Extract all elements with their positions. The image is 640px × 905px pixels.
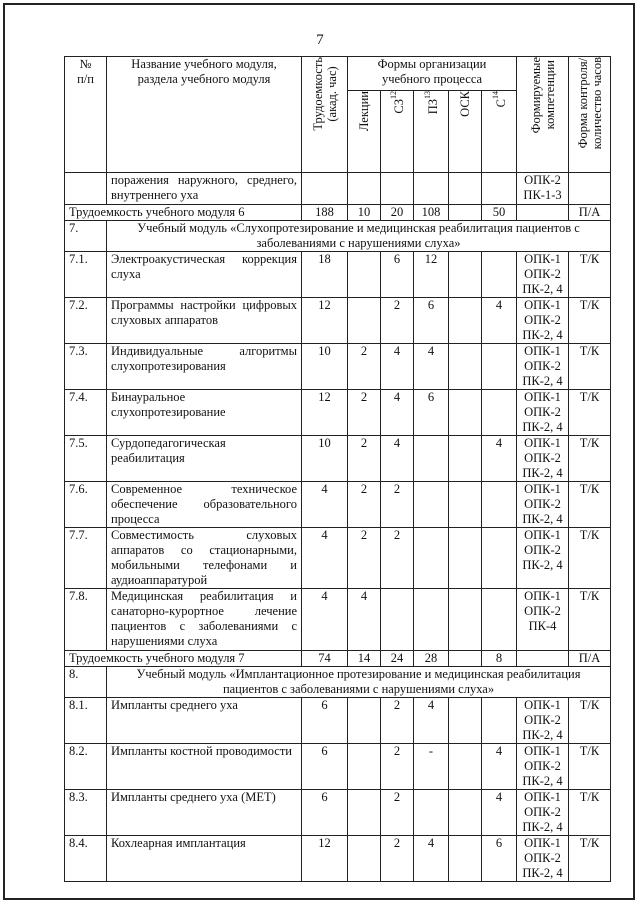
cell-osk: [449, 205, 482, 221]
cell-pz: [414, 436, 449, 482]
cell-s: [482, 589, 517, 651]
cell-s: [482, 173, 517, 205]
cell-sz: 6: [381, 252, 414, 298]
cell-s: [482, 252, 517, 298]
col-s-header: $С^{14}$: [482, 91, 517, 173]
cell-control: П/А: [569, 651, 611, 667]
table-row: [65, 482, 611, 528]
col-forms-header: Формы организации учебного процесса: [348, 57, 517, 91]
cell-osk: [449, 528, 482, 589]
cell-name: Электроакустическая коррекция слуха: [107, 252, 302, 298]
cell-lect: 14: [348, 651, 381, 667]
table-header: [65, 57, 611, 173]
cell-s: 50: [482, 205, 517, 221]
cell-labor: 10: [302, 436, 348, 482]
cell-name: Кохлеарная имплантация: [107, 836, 302, 882]
cell-pz: 4: [414, 344, 449, 390]
cell-control: Т/К: [569, 390, 611, 436]
module-header-row: [65, 667, 611, 698]
cell-labor: 6: [302, 744, 348, 790]
cell-osk: [449, 651, 482, 667]
cell-lect: 10: [348, 205, 381, 221]
cell-sz: 2: [381, 482, 414, 528]
cell-labor: 4: [302, 528, 348, 589]
cell-name: Программы настройки цифровых слуховых аппаратов: [107, 298, 302, 344]
cell-control: Т/К: [569, 790, 611, 836]
table-row: [65, 298, 611, 344]
col-sz-header: СЗ$^{12}$: [381, 91, 414, 173]
cell-s: 4: [482, 436, 517, 482]
cell-pz: 4: [414, 698, 449, 744]
col-lect-header: Лекции: [348, 91, 381, 173]
cell-s: [482, 528, 517, 589]
cell-pz: [414, 528, 449, 589]
cell-num: 7.3.: [65, 344, 107, 390]
cell-s: 4: [482, 298, 517, 344]
cell-s: [482, 482, 517, 528]
cell-labor: 74: [302, 651, 348, 667]
cell-lect: 2: [348, 390, 381, 436]
cell-sz: 2: [381, 298, 414, 344]
cell-name: Импланты среднего уха: [107, 698, 302, 744]
cell-control: Т/К: [569, 528, 611, 589]
cell-lect: [348, 790, 381, 836]
cell-pz: -: [414, 744, 449, 790]
cell-s: 6: [482, 836, 517, 882]
cell-num: 7.1.: [65, 252, 107, 298]
table-row: [65, 252, 611, 298]
page-number: 7: [316, 32, 324, 48]
cell-s: [482, 698, 517, 744]
cell-num: 7.8.: [65, 589, 107, 651]
cell-name: Медицинская реабилитация и санаторно-курортное лечение пациентов с заболеваниями с нарушениями слуха: [107, 589, 302, 651]
cell-osk: [449, 589, 482, 651]
cell-comp: ОПК-1 ОПК-2 ПК-2, 4: [517, 344, 569, 390]
cell-num: 7.2.: [65, 298, 107, 344]
cell-comp: [517, 651, 569, 667]
cell-s: [482, 390, 517, 436]
cell-comp: ОПК-1 ОПК-2 ПК-2, 4: [517, 298, 569, 344]
cell-comp: ОПК-1 ОПК-2 ПК-2, 4: [517, 252, 569, 298]
module-num: 7.: [65, 221, 107, 252]
cell-osk: [449, 698, 482, 744]
cell-lect: [348, 252, 381, 298]
table-row: [65, 836, 611, 882]
cell-osk: [449, 298, 482, 344]
cell-comp: ОПК-1 ОПК-2 ПК-2, 4: [517, 836, 569, 882]
cell-osk: [449, 436, 482, 482]
cell-labor: 4: [302, 482, 348, 528]
module-num: 8.: [65, 667, 107, 698]
cell-control: Т/К: [569, 436, 611, 482]
cell-labor: 12: [302, 390, 348, 436]
cell-control: Т/К: [569, 344, 611, 390]
cell-lect: 2: [348, 344, 381, 390]
cell-pz: 4: [414, 836, 449, 882]
cell-osk: [449, 744, 482, 790]
cell-comp: ОПК-1 ОПК-2 ПК-2, 4: [517, 436, 569, 482]
cell-osk: [449, 390, 482, 436]
cell-lect: 2: [348, 528, 381, 589]
cell-lect: [348, 173, 381, 205]
col-control-header: Форма контроля/ количество часов: [569, 57, 611, 173]
cell-s: 8: [482, 651, 517, 667]
cell-comp: ОПК-2 ПК-1-3: [517, 173, 569, 205]
cell-control: Т/К: [569, 298, 611, 344]
module-total-row: [65, 205, 611, 221]
table-row: [65, 744, 611, 790]
col-comp-header: Формируемые компетенции: [517, 57, 569, 173]
col-osk-header: ОСК: [449, 91, 482, 173]
cell-comp: ОПК-1 ОПК-2 ПК-2, 4: [517, 528, 569, 589]
cell-pz: 6: [414, 390, 449, 436]
cell-labor: 12: [302, 836, 348, 882]
table-row: [65, 528, 611, 589]
table-row: [65, 589, 611, 651]
curriculum-table: [64, 56, 611, 882]
cell-sz: 2: [381, 790, 414, 836]
module-header-row: [65, 221, 611, 252]
cell-num: 7.5.: [65, 436, 107, 482]
cell-labor: 188: [302, 205, 348, 221]
cell-name: Сурдопедагогическая реабилитация: [107, 436, 302, 482]
cell-labor: 12: [302, 298, 348, 344]
cell-num: [65, 173, 107, 205]
cell-control: [569, 173, 611, 205]
cell-num: 8.3.: [65, 790, 107, 836]
cell-lect: [348, 744, 381, 790]
cell-osk: [449, 173, 482, 205]
cell-pz: [414, 790, 449, 836]
cell-lect: [348, 698, 381, 744]
table-row: [65, 173, 611, 205]
table-body: [65, 173, 611, 882]
table-row: [65, 790, 611, 836]
cell-labor: 6: [302, 790, 348, 836]
cell-sz: 4: [381, 436, 414, 482]
total-label: Трудоемкость учебного модуля 7: [65, 651, 302, 667]
col-pz-header: ПЗ$^{13}$: [414, 91, 449, 173]
cell-control: Т/К: [569, 744, 611, 790]
cell-lect: 2: [348, 482, 381, 528]
cell-num: 7.4.: [65, 390, 107, 436]
cell-comp: ОПК-1 ОПК-2 ПК-2, 4: [517, 390, 569, 436]
cell-s: 4: [482, 790, 517, 836]
cell-comp: ОПК-1 ОПК-2 ПК-2, 4: [517, 790, 569, 836]
cell-pz: 6: [414, 298, 449, 344]
module-title: Учебный модуль «Слухопротезирование и медицинская реабилитация пациентов с заболеваниями с нарушениями слуха»: [107, 221, 611, 252]
cell-pz: 108: [414, 205, 449, 221]
cell-lect: 2: [348, 436, 381, 482]
table-row: [65, 390, 611, 436]
cell-pz: 28: [414, 651, 449, 667]
cell-control: П/А: [569, 205, 611, 221]
cell-control: Т/К: [569, 589, 611, 651]
cell-labor: [302, 173, 348, 205]
cell-osk: [449, 790, 482, 836]
cell-lect: [348, 298, 381, 344]
cell-osk: [449, 344, 482, 390]
cell-num: 8.4.: [65, 836, 107, 882]
cell-osk: [449, 836, 482, 882]
cell-comp: ОПК-1 ОПК-2 ПК-2, 4: [517, 698, 569, 744]
col-labor-header: Трудоемкость (акад. час): [302, 57, 348, 173]
cell-sz: 24: [381, 651, 414, 667]
cell-s: 4: [482, 744, 517, 790]
cell-sz: 2: [381, 698, 414, 744]
table-row: [65, 344, 611, 390]
cell-control: Т/К: [569, 698, 611, 744]
cell-labor: 4: [302, 589, 348, 651]
cell-pz: [414, 589, 449, 651]
cell-labor: 6: [302, 698, 348, 744]
cell-control: Т/К: [569, 836, 611, 882]
module-total-row: [65, 651, 611, 667]
cell-s: [482, 344, 517, 390]
cell-labor: 18: [302, 252, 348, 298]
table-row: [65, 436, 611, 482]
cell-sz: 2: [381, 744, 414, 790]
table-row: [65, 698, 611, 744]
cell-control: Т/К: [569, 482, 611, 528]
cell-num: 7.6.: [65, 482, 107, 528]
cell-comp: ОПК-1 ОПК-2 ПК-2, 4: [517, 744, 569, 790]
cell-num: 7.7.: [65, 528, 107, 589]
cell-comp: ОПК-1 ОПК-2 ПК-2, 4: [517, 482, 569, 528]
cell-pz: 12: [414, 252, 449, 298]
col-num-header: № п/п: [65, 57, 107, 173]
cell-sz: 2: [381, 836, 414, 882]
cell-lect: 4: [348, 589, 381, 651]
cell-name: Совместимость слуховых аппаратов со стационарными, мобильными телефонами и аудиоаппаратурой: [107, 528, 302, 589]
cell-sz: 2: [381, 528, 414, 589]
cell-name: Индивидуальные алгоритмы слухопротезирования: [107, 344, 302, 390]
cell-sz: 4: [381, 344, 414, 390]
cell-pz: [414, 482, 449, 528]
cell-name: Импланты костной проводимости: [107, 744, 302, 790]
cell-name: Импланты среднего уха (МЕТ): [107, 790, 302, 836]
cell-sz: [381, 589, 414, 651]
cell-osk: [449, 252, 482, 298]
cell-sz: [381, 173, 414, 205]
col-name-header: Название учебного модуля, раздела учебного модуля: [107, 57, 302, 173]
cell-control: Т/К: [569, 252, 611, 298]
cell-lect: [348, 836, 381, 882]
cell-num: 8.2.: [65, 744, 107, 790]
cell-pz: [414, 173, 449, 205]
cell-comp: ОПК-1 ОПК-2 ПК-4: [517, 589, 569, 651]
total-label: Трудоемкость учебного модуля 6: [65, 205, 302, 221]
cell-name: поражения наружного, среднего, внутреннего уха: [107, 173, 302, 205]
cell-labor: 10: [302, 344, 348, 390]
cell-sz: 4: [381, 390, 414, 436]
cell-comp: [517, 205, 569, 221]
module-title: Учебный модуль «Имплантационное протезирование и медицинская реабилитация пациентов с заболеваниями с нарушениями слуха»: [107, 667, 611, 698]
cell-name: Современное техническое обеспечение образовательного процесса: [107, 482, 302, 528]
cell-num: 8.1.: [65, 698, 107, 744]
cell-sz: 20: [381, 205, 414, 221]
cell-name: Бинауральное слухопротезирование: [107, 390, 302, 436]
cell-osk: [449, 482, 482, 528]
